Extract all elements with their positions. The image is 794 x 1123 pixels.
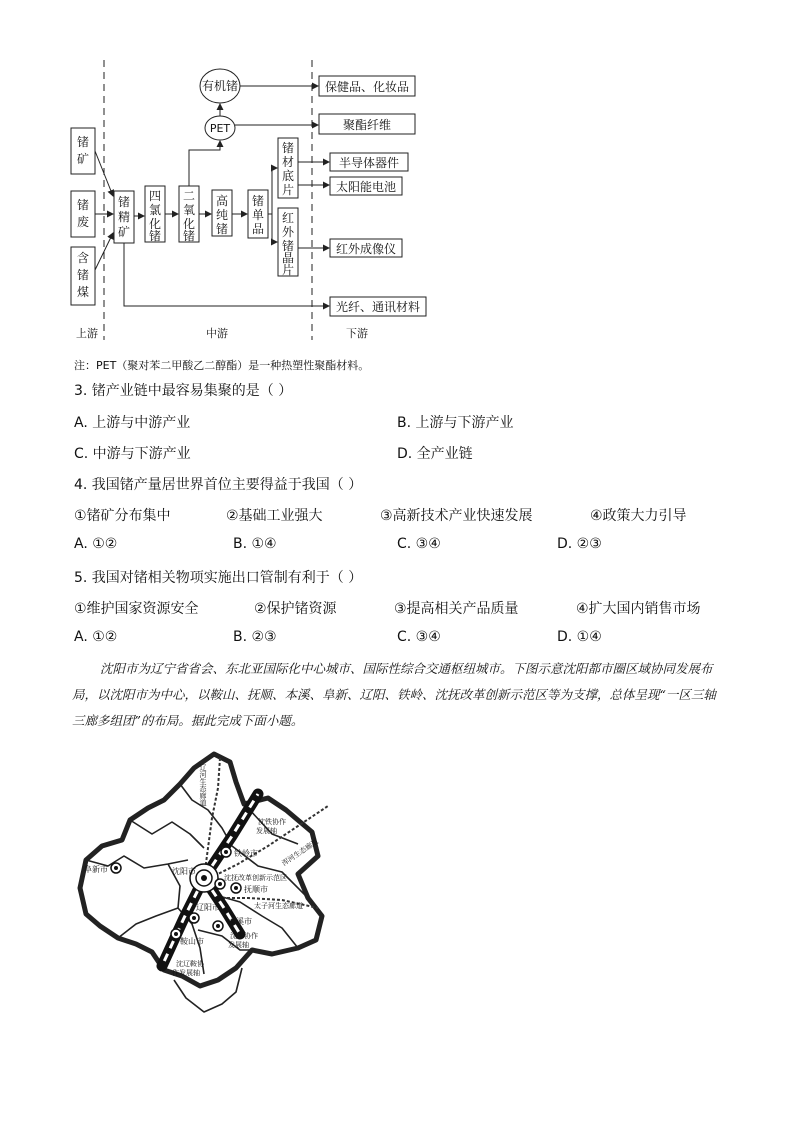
stage-midstream: 中游 xyxy=(206,327,228,340)
hunhe-corridor-label: 浑河生态廊道 xyxy=(280,837,320,868)
q3-stem: 3. 锗产业链中最容易集聚的是（ ） xyxy=(74,383,293,399)
output-label-5: 红外成像仪 xyxy=(335,242,397,256)
q4-option-c[interactable]: C. ③④ xyxy=(397,536,441,552)
q5-item-1: ①维护国家资源安全 xyxy=(74,601,199,617)
output-label-2: 聚酯纤维 xyxy=(342,118,392,132)
taizihe-corridor-label: 太子河生态廊道 xyxy=(254,902,303,910)
pet-label: PET xyxy=(209,122,231,135)
q4-item-1: ①锗矿分布集中 xyxy=(74,508,171,524)
output-label-4: 太阳能电池 xyxy=(335,180,397,194)
q5-stem: 5. 我国对锗相关物项实施出口管制有利于（ ） xyxy=(74,570,363,586)
shen-tie-axis-label: 沈铁协作 发展轴 xyxy=(256,818,286,835)
q4-item-4: ④政策大力引导 xyxy=(590,508,687,524)
raw-label-2: 锗废 xyxy=(76,198,90,229)
q3-option-b[interactable]: B. 上游与下游产业 xyxy=(397,415,514,431)
raw-label-1: 锗矿 xyxy=(76,135,90,166)
tetrachloride-label: 四氯化锗 xyxy=(148,189,162,243)
q5-item-2: ②保护锗资源 xyxy=(254,601,337,617)
concentrate-label: 锗精矿 xyxy=(117,195,131,239)
q4-option-d[interactable]: D. ②③ xyxy=(557,536,602,552)
q4-item-3: ③高新技术产业快速发展 xyxy=(380,508,533,524)
liaohe-corridor-label: 辽河生态廊道 xyxy=(199,764,207,806)
organic-label: 有机锗 xyxy=(201,79,239,93)
dioxide-label: 二氧化锗 xyxy=(182,189,196,243)
q5-option-d[interactable]: D. ①④ xyxy=(557,629,602,645)
fuxin-label: 阜新市 xyxy=(84,865,108,874)
anshan-label: 鞍山市 xyxy=(180,937,204,946)
diagram-note: 注：PET（聚对苯二甲酸乙二醇酯）是一种热塑性聚酯材料。 xyxy=(74,359,370,372)
output-label-1: 保健品、化妆品 xyxy=(324,80,410,94)
ir-chip-label: 红外锗晶片 xyxy=(281,211,295,277)
q3-option-d[interactable]: D. 全产业链 xyxy=(397,446,473,462)
germanium-industry-chain-diagram xyxy=(0,0,794,350)
q5-item-3: ③提高相关产品质量 xyxy=(394,601,519,617)
q4-option-a[interactable]: A. ①② xyxy=(74,536,118,552)
shenyang-label: 沈阳市 xyxy=(172,867,196,876)
fushun-label: 抚顺市 xyxy=(244,885,268,894)
liaoyang-label: 辽阳市 xyxy=(196,903,220,912)
stage-downstream: 下游 xyxy=(346,327,368,340)
q5-option-c[interactable]: C. ③④ xyxy=(397,629,441,645)
shenyang-metro-map xyxy=(72,748,342,1018)
stage-upstream: 上游 xyxy=(76,327,98,340)
q4-option-b[interactable]: B. ①④ xyxy=(233,536,277,552)
q4-stem: 4. 我国锗产量居世界首位主要得益于我国（ ） xyxy=(74,477,363,493)
tieling-label: 铁岭市 xyxy=(234,849,258,858)
q3-option-c[interactable]: C. 中游与下游产业 xyxy=(74,446,191,462)
raw-label-3: 含锗煤 xyxy=(76,251,90,299)
output-label-6: 光纤、通讯材料 xyxy=(335,300,421,314)
single-label: 锗单品 xyxy=(251,194,265,236)
shen-liao-an-axis-label: 沈辽鞍协 作发展轴 xyxy=(172,960,204,977)
q5-option-b[interactable]: B. ②③ xyxy=(233,629,277,645)
q3-option-a[interactable]: A. 上游与中游产业 xyxy=(74,415,191,431)
shenfu-label: 沈抚改革创新示范区 xyxy=(224,874,287,882)
q5-option-a[interactable]: A. ①② xyxy=(74,629,118,645)
q5-item-4: ④扩大国内销售市场 xyxy=(576,601,701,617)
q4-item-2: ②基础工业强大 xyxy=(226,508,323,524)
passage-text: 沈阳市为辽宁省省会、东北亚国际化中心城市、国际性综合交通枢纽城市。下图示意沈阳都市圈区域协同发展布局，以沈阳市为中心，以鞍山、抚顺、本溪、阜新、辽阳、铁岭、沈抚改革创新示范区等为支撑，总体呈现“一区三轴三廊多组团”的布局。据此完成下面小题。 xyxy=(72,661,716,728)
benxi-label: 本溪市 xyxy=(228,917,252,926)
high-purity-label: 高纯锗 xyxy=(215,194,229,236)
output-label-3: 半导体器件 xyxy=(338,156,400,170)
substrate-label: 锗材底片 xyxy=(281,141,295,197)
shen-ben-axis-label: 沈本协作 发展轴 xyxy=(228,932,258,949)
